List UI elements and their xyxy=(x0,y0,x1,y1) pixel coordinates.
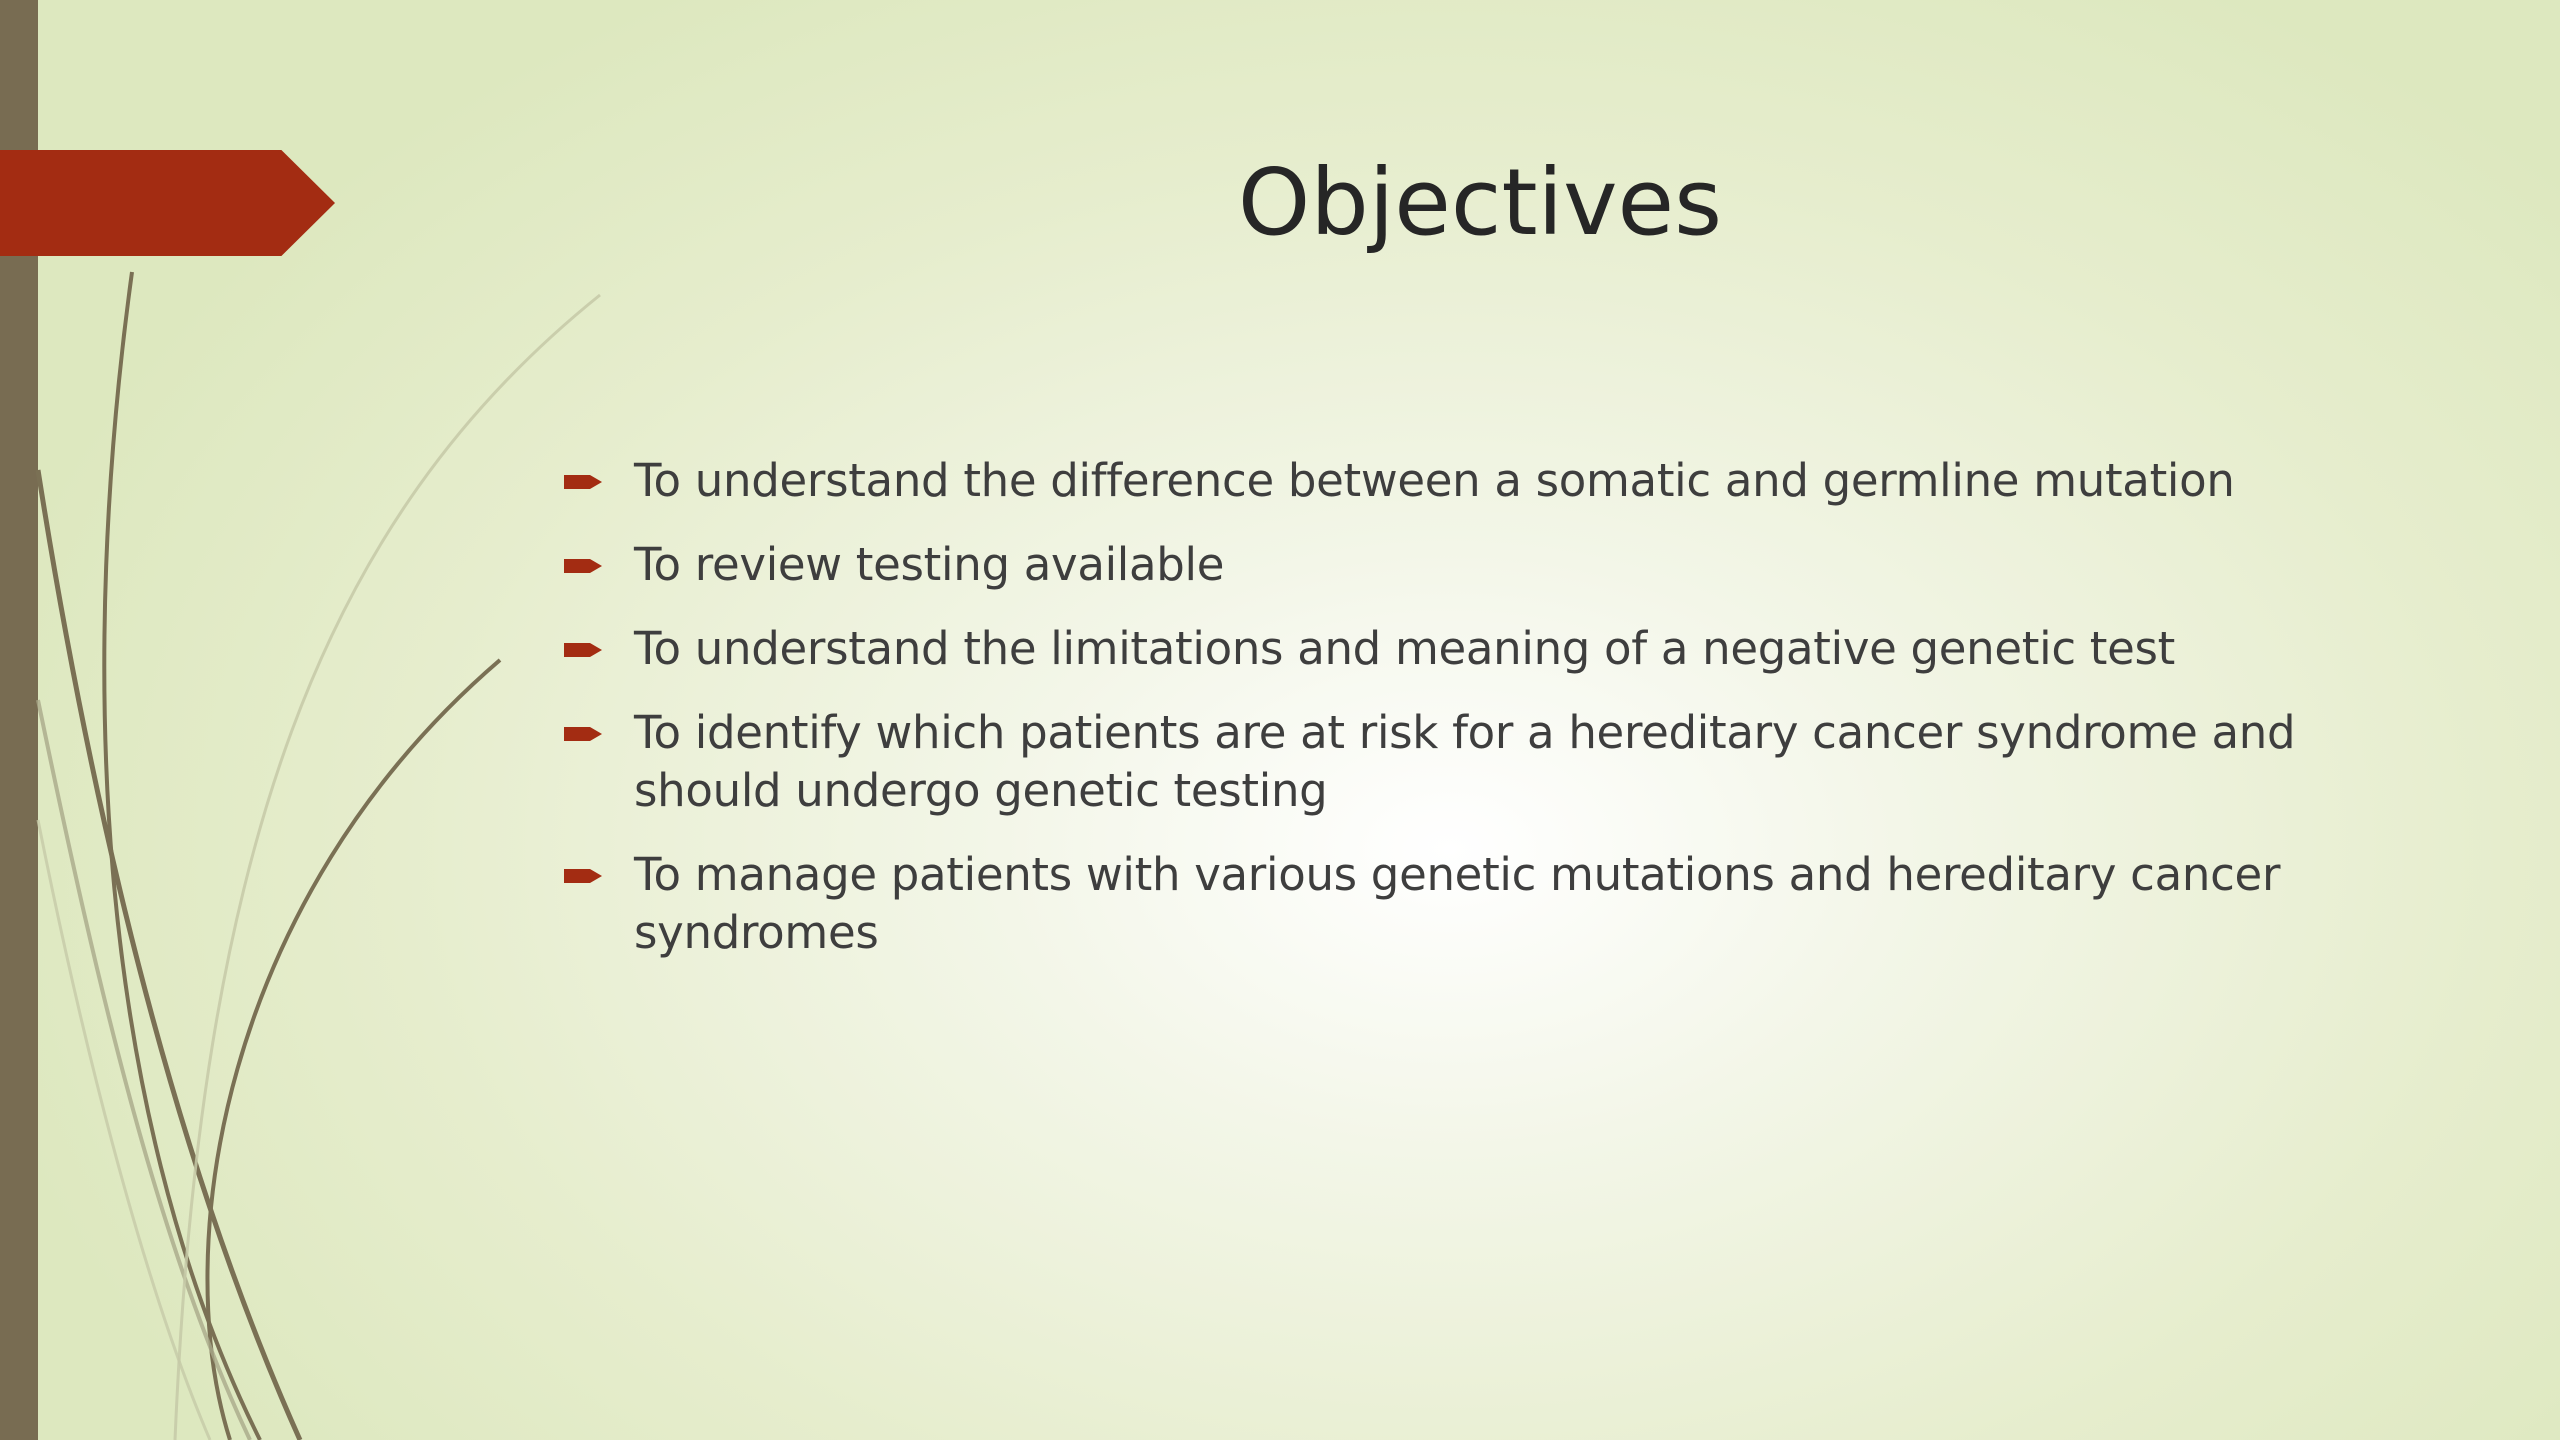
objective-text: To understand the difference between a somatic and germline mutation xyxy=(634,454,2235,507)
arrow-right-icon xyxy=(564,724,604,744)
objective-item xyxy=(560,536,2400,594)
arrow-right-icon xyxy=(564,556,604,576)
objective-item xyxy=(560,620,2400,678)
objective-item xyxy=(560,704,2400,820)
arrow-right-icon xyxy=(564,472,604,492)
objective-text: To understand the limitations and meaning of a negative genetic test xyxy=(634,622,2175,675)
objective-text: To manage patients with various genetic mutations and hereditary cancer syndromes xyxy=(634,848,2281,959)
objective-item xyxy=(560,846,2400,962)
objectives-list xyxy=(560,452,2400,988)
objective-text: To review testing available xyxy=(634,538,1225,591)
slide-title: Objectives xyxy=(1237,149,1723,256)
arrow-right-icon xyxy=(564,866,604,886)
title-tag-arrow xyxy=(0,150,335,256)
objective-item xyxy=(560,452,2400,510)
objective-text: To identify which patients are at risk for a hereditary cancer syndrome and should undergo genetic testing xyxy=(634,706,2296,817)
arrow-right-icon xyxy=(564,640,604,660)
